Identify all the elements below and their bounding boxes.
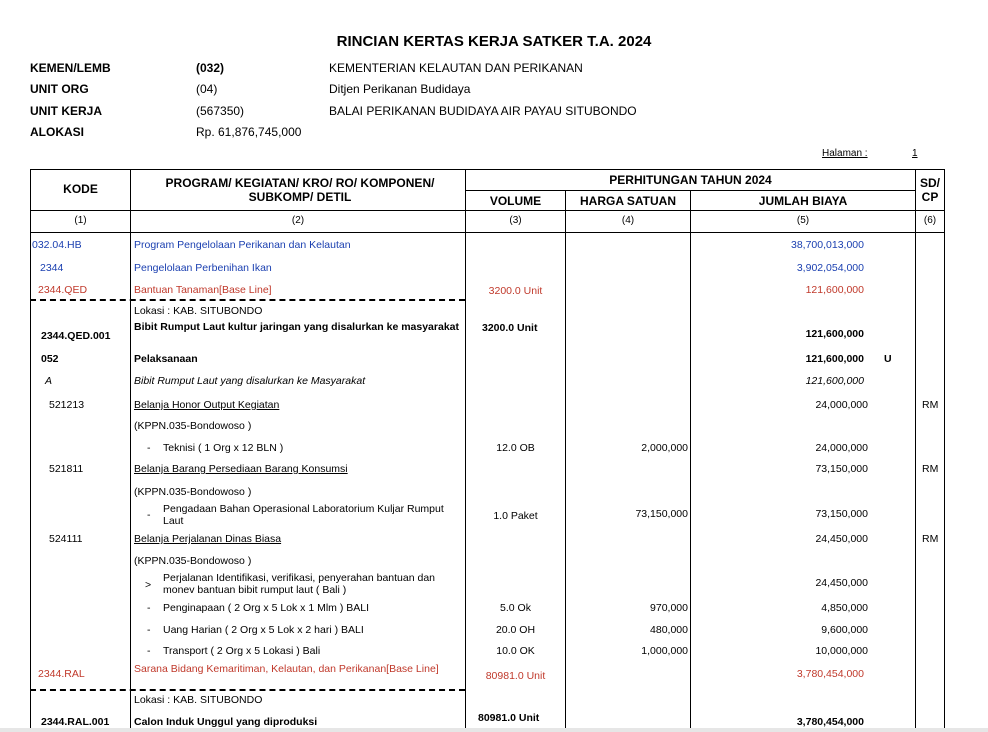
halaman-number: 1 [912, 148, 918, 159]
row-jumlah: 24,450,000 [815, 533, 868, 545]
row-kode: 2344.RAL [38, 668, 85, 680]
row-desc: Calon Induk Unggul yang diproduksi [134, 716, 318, 728]
row-volume: 10.0 OK [496, 645, 535, 657]
row-lokasi: Lokasi : KAB. SITUBONDO [134, 694, 263, 706]
row-jumlah: 4,850,000 [821, 602, 868, 614]
row-volume: 3200.0 Unit [488, 285, 543, 297]
row-harga: 970,000 [650, 602, 688, 614]
row-volume: 20.0 OH [495, 624, 536, 636]
row-kode: 521213 [49, 399, 85, 411]
row-desc: Bibit Rumput Laut kultur jaringan yang disalurkan ke masyarakat [134, 321, 459, 333]
row-volume: 80981.0 Unit [485, 670, 546, 682]
row-harga: 480,000 [650, 624, 688, 636]
col-border-kode [130, 169, 131, 729]
row-kode: 524111 [49, 533, 83, 545]
row-volume: 1.0 Paket [493, 510, 538, 522]
row-sumber-dana: RM [922, 533, 939, 545]
row-jumlah: 121,600,000 [805, 328, 864, 340]
row-bullet: - [147, 624, 151, 636]
row-kppn: (KPPN.035-Bondowoso ) [134, 555, 252, 567]
row-jumlah: 9,600,000 [821, 624, 868, 636]
row-kode: 2344 [40, 262, 64, 274]
page-bottom-edge [0, 728, 988, 732]
row-kode: 2344.QED.001 [41, 330, 111, 342]
col-number: (1) [74, 215, 87, 226]
col-number: (3) [509, 215, 522, 226]
meta-name: BALAI PERIKANAN BUDIDAYA AIR PAYAU SITUBONDO [329, 104, 637, 118]
header-perhitungan: PERHITUNGAN TAHUN 2024 [609, 173, 772, 187]
row-kode: 032.04.HB [32, 239, 82, 251]
meta-label: KEMEN/LEMB [30, 61, 111, 75]
row-desc: Bantuan Tanaman[Base Line] [134, 284, 272, 296]
row-desc: Program Pengelolaan Perikanan dan Kelautan [134, 239, 351, 251]
row-harga: 2,000,000 [641, 442, 688, 454]
meta-code: Rp. 61,876,745,000 [196, 125, 302, 139]
col-number: (4) [621, 215, 635, 226]
row-desc: Perjalanan Identifikasi, verifikasi, penyerahan bantuan dan monev bantuan bibit rumput laut ( Bali ) [163, 572, 436, 596]
row-jumlah: 3,780,454,000 [796, 668, 864, 680]
row-jumlah: 121,600,000 [805, 284, 864, 296]
row-kppn: (KPPN.035-Bondowoso ) [134, 486, 252, 498]
row-jumlah: 3,902,054,000 [796, 262, 864, 274]
row-volume: 80981.0 Unit [478, 712, 540, 724]
meta-label: UNIT KERJA [30, 104, 103, 118]
row-jumlah: 121,600,000 [805, 375, 864, 387]
row-desc: Sarana Bidang Kemaritiman, Kelautan, dan Perikanan[Base Line] [134, 663, 439, 675]
row-desc: Belanja Perjalanan Dinas Biasa [134, 533, 282, 545]
row-kode: 521811 [49, 463, 84, 475]
row-kode: 2344.QED [38, 284, 88, 296]
row-bullet: - [147, 442, 151, 454]
number-row-divider [30, 232, 945, 233]
meta-code: (04) [196, 82, 218, 96]
row-desc: Uang Harian ( 2 Org x 5 Lok x 2 hari ) BALI [163, 624, 364, 636]
row-bullet: - [147, 509, 151, 521]
header-sdcp: SD/ CP [919, 176, 940, 204]
row-desc: Belanja Honor Output Kegiatan [134, 399, 280, 411]
row-desc: Transport ( 2 Org x 5 Lokasi ) Bali [163, 645, 321, 657]
row-sumber-dana: RM [922, 463, 939, 475]
row-jumlah: 3,780,454,000 [796, 716, 864, 728]
row-jumlah: 24,000,000 [815, 399, 868, 411]
row-kode: 2344.RAL.001 [41, 716, 110, 728]
row-bullet: - [147, 602, 151, 614]
col-border-right [944, 169, 945, 729]
row-kode: A [45, 375, 53, 387]
meta-name: KEMENTERIAN KELAUTAN DAN PERIKANAN [329, 61, 583, 75]
row-jumlah: 38,700,013,000 [791, 239, 864, 251]
header-jumlah-biaya: JUMLAH BIAYA [758, 194, 848, 208]
row-volume: 3200.0 Unit [482, 322, 538, 334]
row-harga: 1,000,000 [641, 645, 688, 657]
header-kode: KODE [63, 182, 98, 196]
row-volume: 12.0 OB [496, 442, 535, 454]
col-border-left [30, 169, 31, 729]
row-jumlah: 10,000,000 [815, 645, 868, 657]
row-kode: 052 [41, 353, 59, 365]
header-volume: VOLUME [489, 194, 542, 208]
meta-code: (567350) [196, 104, 245, 118]
header-program: PROGRAM/ KEGIATAN/ KRO/ RO/ KOMPONEN/ SUBKOMP/ DETIL [165, 176, 435, 204]
row-desc: Pengadaan Bahan Operasional Laboratorium Kuljar Rumput Laut [163, 503, 444, 527]
row-jumlah: 73,150,000 [815, 508, 868, 520]
document-title: RINCIAN KERTAS KERJA SATKER T.A. 2024 [336, 33, 652, 50]
row-lokasi: Lokasi : KAB. SITUBONDO [134, 305, 263, 317]
row-kppn: (KPPN.035-Bondowoso ) [134, 420, 252, 432]
row-jumlah: 121,600,000 [805, 353, 864, 365]
row-desc: Belanja Barang Persediaan Barang Konsumsi [134, 463, 348, 475]
row-jumlah: 24,000,000 [815, 442, 868, 454]
dashed-separator [30, 689, 465, 691]
table-top-border [30, 169, 945, 170]
row-desc: Pelaksanaan [134, 353, 198, 365]
row-volume: 5.0 Ok [500, 602, 531, 614]
col-number: (6) [923, 215, 937, 226]
row-desc: Penginapaan ( 2 Org x 5 Lok x 1 Mlm ) BALI [163, 602, 370, 614]
col-number: (2) [291, 215, 305, 226]
row-flag: U [884, 353, 892, 365]
dashed-separator [30, 299, 465, 301]
header-divider [30, 210, 945, 211]
meta-label: ALOKASI [30, 125, 84, 139]
row-bullet: - [147, 645, 151, 657]
row-desc: Teknisi ( 1 Org x 12 BLN ) [163, 442, 284, 454]
meta-code: (032) [196, 61, 225, 75]
header-harga-satuan: HARGA SATUAN [580, 194, 676, 208]
row-jumlah: 24,450,000 [815, 577, 868, 589]
col-number: (5) [796, 215, 810, 226]
col-border-jumlah [915, 169, 916, 729]
row-bullet: > [145, 579, 152, 591]
meta-label: UNIT ORG [30, 82, 89, 96]
meta-name: Ditjen Perikanan Budidaya [329, 82, 471, 96]
row-jumlah: 73,150,000 [815, 463, 868, 475]
row-harga: 73,150,000 [635, 508, 688, 520]
row-desc: Pengelolaan Perbenihan Ikan [134, 262, 272, 274]
halaman-label: Halaman : [822, 148, 868, 159]
row-sumber-dana: RM [922, 399, 939, 411]
row-desc: Bibit Rumput Laut yang disalurkan ke Masyarakat [134, 375, 366, 387]
